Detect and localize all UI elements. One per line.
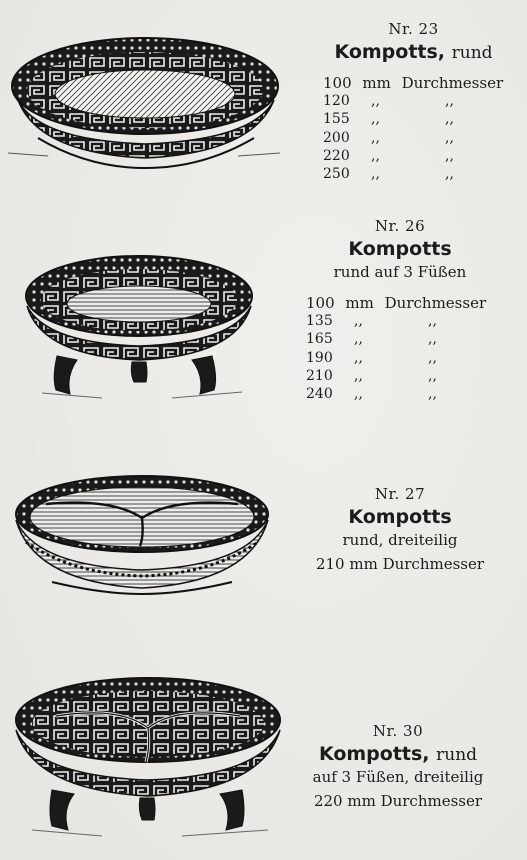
size-row	[323, 147, 523, 165]
ditto-mark: ,,	[371, 129, 380, 146]
entry-27	[290, 485, 510, 573]
size-row	[323, 129, 523, 147]
title-rest: rund	[451, 43, 493, 63]
ditto-mark: ,,	[354, 367, 363, 384]
ditto-mark: ,,	[354, 385, 363, 402]
size-label: Durchmesser	[384, 294, 487, 312]
size-value: 155	[323, 111, 350, 128]
size-unit: mm	[362, 74, 391, 92]
ditto-mark: ,,	[445, 165, 454, 182]
bowl-23-illustration	[8, 28, 283, 173]
size-row	[323, 92, 523, 110]
ditto-mark: ,,	[371, 93, 380, 110]
size-value: 165	[306, 331, 333, 348]
size-value: 100	[306, 294, 335, 312]
item-title	[300, 41, 527, 63]
size-value: 250	[323, 165, 350, 182]
ditto-mark: ,,	[354, 349, 363, 366]
item-title: Kompotts	[348, 238, 452, 260]
size-value: 220	[323, 147, 350, 164]
ditto-mark: ,,	[354, 331, 363, 348]
ditto-mark: ,,	[371, 165, 380, 182]
item-subtitle: rund auf 3 Füßen	[333, 263, 467, 281]
title-rest: rund	[436, 745, 478, 765]
size-row	[306, 330, 506, 348]
size-row	[306, 349, 506, 367]
size-unit: mm	[345, 294, 374, 312]
item-number: Nr. 27	[374, 485, 426, 503]
ditto-mark: ,,	[371, 147, 380, 164]
item-subtitle: auf 3 Füßen, dreiteilig	[312, 768, 484, 786]
sizes-table-26	[306, 294, 506, 403]
size-row	[323, 165, 523, 183]
title-bold: Kompotts,	[334, 41, 446, 63]
size-value: 135	[306, 313, 333, 330]
size-label: Durchmesser	[401, 74, 504, 92]
ditto-mark: ,,	[445, 129, 454, 146]
ditto-mark: ,,	[445, 111, 454, 128]
size-value: 120	[323, 93, 350, 110]
item-number: Nr. 23	[388, 20, 439, 38]
ditto-mark: ,,	[428, 385, 437, 402]
ditto-mark: ,,	[445, 147, 454, 164]
item-size: 210 mm Durchmesser	[315, 555, 485, 573]
item-number: Nr. 30	[372, 722, 424, 740]
size-row	[306, 367, 506, 385]
item-title	[298, 743, 498, 765]
entry-26	[300, 217, 500, 281]
item-number: Nr. 26	[374, 217, 426, 235]
size-row	[306, 385, 506, 403]
size-value: 240	[306, 385, 333, 402]
entry-30	[298, 722, 498, 810]
title-bold: Kompotts,	[318, 743, 430, 765]
ditto-mark: ,,	[354, 313, 363, 330]
size-row	[306, 312, 506, 330]
ditto-mark: ,,	[428, 349, 437, 366]
size-value: 200	[323, 129, 350, 146]
size-value: 190	[306, 349, 333, 366]
entry-23	[300, 20, 527, 63]
item-subtitle: rund, dreiteilig	[342, 531, 458, 549]
bowl-30-illustration	[12, 672, 284, 840]
ditto-mark: ,,	[428, 367, 437, 384]
bowl-26-illustration	[22, 248, 257, 400]
size-value: 210	[306, 367, 333, 384]
item-size: 220 mm Durchmesser	[313, 792, 483, 810]
bowl-27-illustration	[12, 470, 272, 598]
ditto-mark: ,,	[428, 313, 437, 330]
item-title: Kompotts	[348, 506, 452, 528]
sizes-table-23	[323, 74, 523, 183]
ditto-mark: ,,	[428, 331, 437, 348]
size-row	[323, 110, 523, 128]
ditto-mark: ,,	[371, 111, 380, 128]
size-row-header	[306, 294, 506, 312]
ditto-mark: ,,	[445, 93, 454, 110]
size-row-header	[323, 74, 523, 92]
size-value: 100	[323, 74, 352, 92]
